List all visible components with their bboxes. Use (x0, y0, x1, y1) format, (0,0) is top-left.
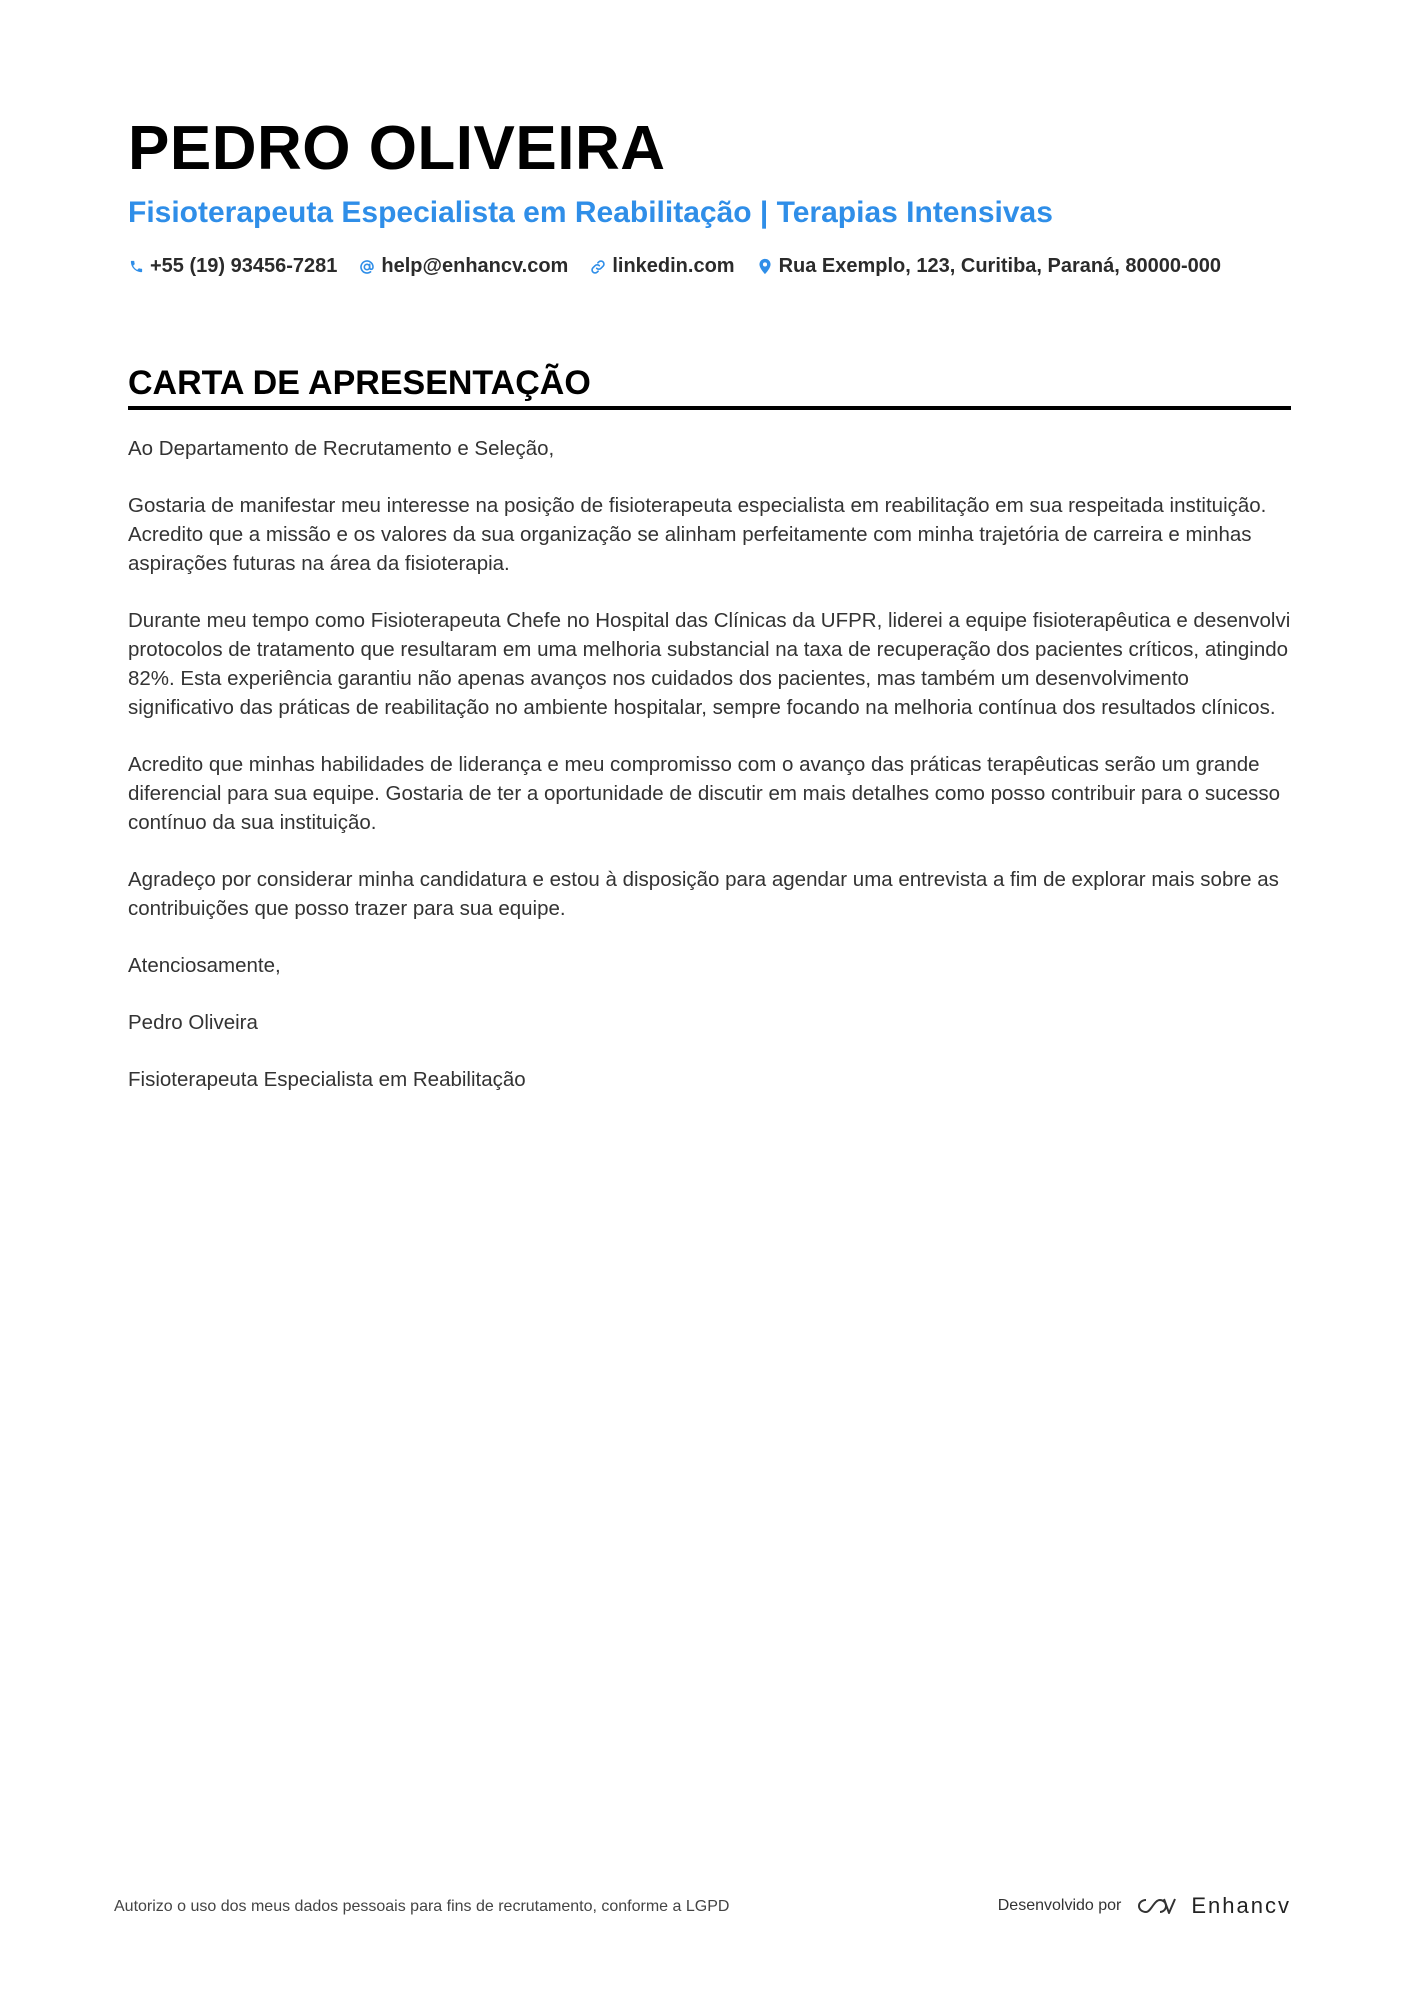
contact-address-text: Rua Exemplo, 123, Curitiba, Paraná, 80000-000 (778, 255, 1222, 277)
contact-phone-text: +55 (19) 93456-7281 (150, 255, 338, 277)
enhancv-brand: Enhancv (1191, 1893, 1291, 1918)
enhancv-logo-icon (1133, 1894, 1179, 1918)
page-footer (114, 1893, 1291, 1923)
candidate-title: Fisioterapeuta Especialista em Reabilitação | Terapias Intensivas (128, 196, 1053, 229)
cover-letter-page (128, 110, 1291, 1122)
powered-by-label: Desenvolvido por (997, 1897, 1122, 1914)
link-icon (590, 258, 606, 276)
contact-linkedin[interactable] (590, 255, 734, 278)
lgpd-consent-note: Autorizo o uso dos meus dados pessoais para fins de recrutamento, conforme a LGPD (114, 1898, 730, 1915)
section-title: CARTA DE APRESENTAÇÃO (128, 362, 1291, 410)
contact-email[interactable] (359, 255, 568, 278)
at-icon (359, 258, 375, 276)
letter-signature-name: Pedro Oliveira (128, 1011, 258, 1034)
letter-paragraph: Acredito que minhas habilidades de liderança e meu compromisso com o avanço das práticas terapêuticas serão um grande diferencial para sua equipe. Gostaria de ter a oportunidade de discutir em mais detalhes como posso contribuir para o sucesso contínuo da sua instituição. (128, 753, 1281, 834)
letter-paragraph: Agradeço por considerar minha candidatura e estou à disposição para agendar uma entrevista a fim de explorar mais sobre as contribuições que posso trazer para sua equipe. (128, 868, 1279, 920)
letter-paragraph: Durante meu tempo como Fisioterapeuta Chefe no Hospital das Clínicas da UFPR, liderei a equipe fisioterapêutica e desenvolvi protocolos de tratamento que resultaram em uma melhoria substancial na taxa de recuperação dos pacientes críticos, atingindo 82%. Esta experiência garantiu não apenas avanços nos cuidados dos pacientes, mas também um desenvolvimento significativo das práticas de reabilitação no ambiente hospitalar, sempre focando na melhoria contínua dos resultados clínicos. (128, 609, 1291, 719)
contact-phone (128, 255, 337, 278)
letter-body (128, 434, 1291, 1094)
candidate-name: PEDRO OLIVEIRA (128, 114, 666, 183)
letter-paragraph: Gostaria de manifestar meu interesse na posição de fisioterapeuta especialista em reabilitação em sua respeitada instituição. Acredito que a missão e os valores da sua organização se alinham perfeitamente com minha trajetória de carreira e minhas aspirações futuras na área da fisioterapia. (128, 494, 1267, 575)
contact-address (757, 255, 1221, 278)
letter-closing: Atenciosamente, (128, 954, 281, 977)
contact-email-text: help@enhancv.com (381, 255, 569, 277)
letter-salutation: Ao Departamento de Recrutamento e Seleção, (128, 437, 555, 460)
phone-icon (128, 258, 144, 276)
powered-by[interactable] (998, 1893, 1291, 1919)
location-pin-icon (757, 258, 773, 276)
letter-signature-title: Fisioterapeuta Especialista em Reabilitação (128, 1068, 526, 1091)
contact-linkedin-text: linkedin.com (612, 255, 735, 277)
contact-bar (128, 255, 1291, 278)
